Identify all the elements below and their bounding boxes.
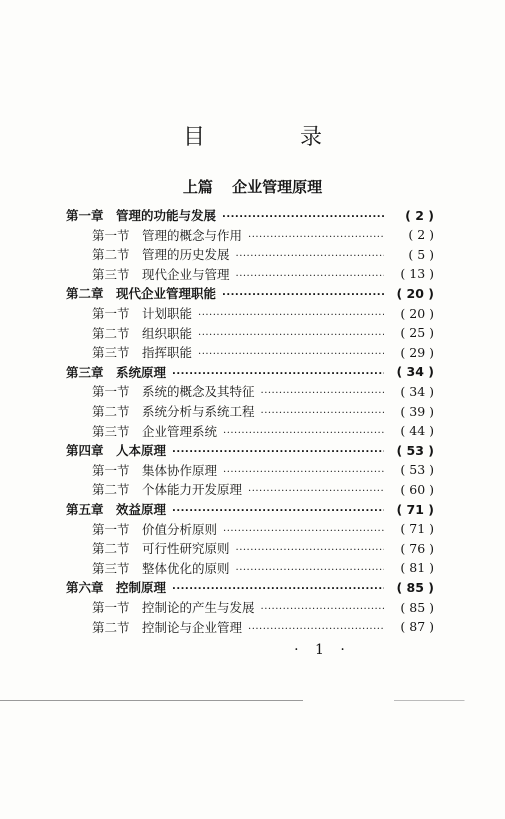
toc-entry-number: 第二章 (66, 286, 104, 302)
toc-entry-page: ( 53 ) (396, 442, 434, 458)
toc-entry-number: 第二节 (92, 325, 130, 341)
toc-section-row (92, 342, 434, 362)
toc-leader-dots (172, 577, 384, 597)
toc-section-row (92, 597, 434, 617)
toc-section-row (92, 401, 434, 421)
part-name: 企业管理原理 (232, 178, 323, 196)
page-title: 目 录 (183, 125, 366, 150)
toc-leader-dots (172, 362, 384, 382)
toc-entry-title: 整体优化的原则 (142, 560, 230, 576)
toc-entry-title: 管理的历史发展 (142, 247, 230, 263)
toc-entry-page: ( 25 ) (400, 325, 434, 341)
toc-section-row (92, 519, 434, 539)
toc-leader-dots (172, 499, 384, 519)
toc-entry-title: 个体能力开发原理 (142, 482, 243, 498)
toc-entry-number: 第二节 (92, 619, 130, 635)
toc-leader-dots (223, 460, 384, 480)
toc-entry-title: 集体协作原理 (142, 462, 218, 478)
toc-entry-title: 系统分析与系统工程 (142, 404, 255, 419)
toc-leader-dots (198, 323, 384, 343)
toc-entry-title: 计划职能 (142, 306, 193, 321)
toc-entry-number: 第一节 (92, 384, 130, 400)
toc-leader-dots (248, 225, 384, 245)
toc-entry-page: ( 76 ) (400, 540, 434, 556)
toc-entry-page: ( 34 ) (396, 364, 434, 380)
toc-entry-number: 第一节 (92, 227, 130, 243)
toc-entry-number: 第一节 (92, 600, 130, 615)
part-heading (0, 176, 505, 197)
toc-entry-number: 第二节 (92, 404, 130, 419)
toc-section-row (92, 460, 434, 480)
toc-entry-number: 第三节 (92, 560, 130, 576)
toc-entry-page: ( 44 ) (400, 423, 434, 439)
toc-section-row (92, 479, 434, 499)
toc-entry-title: 系统原理 (116, 364, 167, 380)
toc-entry-page: ( 29 ) (400, 344, 434, 360)
toc-entry-page: ( 34 ) (400, 383, 434, 399)
toc-entry-page: ( 20 ) (396, 285, 434, 301)
page-bottom-line (0, 700, 505, 701)
toc-leader-dots (198, 342, 384, 362)
toc-entry-number: 第一节 (92, 306, 130, 321)
toc-entry-number: 第二节 (92, 482, 130, 498)
toc-section-row (92, 381, 434, 401)
toc-leader-dots (236, 244, 384, 264)
toc-entry-title: 组织职能 (142, 325, 193, 341)
toc-entry-number: 第一章 (66, 208, 104, 223)
toc-entry-title: 管理的概念与作用 (142, 227, 243, 243)
toc-leader-dots (261, 381, 384, 401)
toc-chapter-row (66, 577, 434, 597)
toc-leader-dots (223, 421, 384, 441)
toc-section-row (92, 303, 434, 323)
toc-entry-number: 第三节 (92, 345, 130, 361)
toc-entry-title: 系统的概念及其特征 (142, 384, 255, 400)
toc-entry-page: ( 71 ) (400, 521, 434, 537)
toc-entry-number: 第四章 (66, 443, 104, 459)
toc-chapter-row (66, 440, 434, 460)
toc-entry-page: ( 60 ) (400, 481, 434, 497)
toc-leader-dots (248, 479, 384, 499)
toc-entry-number: 第三章 (66, 364, 104, 380)
toc-leader-dots (222, 205, 384, 225)
toc-leader-dots (198, 303, 384, 323)
toc-entry-page: ( 81 ) (400, 560, 434, 576)
toc-entry-number: 第二节 (92, 541, 130, 557)
toc-entry-number: 第五章 (66, 502, 104, 517)
toc-entry-page: ( 85 ) (400, 599, 434, 615)
toc-section-row (92, 421, 434, 441)
toc-leader-dots (223, 519, 384, 539)
toc-entry-page: ( 20 ) (400, 305, 434, 321)
toc-entry-page: ( 53 ) (400, 462, 434, 478)
toc-entry-page: ( 87 ) (400, 619, 434, 635)
toc-entry-title: 控制论与企业管理 (142, 619, 243, 635)
toc-leader-dots (261, 401, 384, 421)
toc-entry-number: 第二节 (92, 247, 130, 263)
part-label: 上篇 (182, 178, 213, 196)
toc-entry-page: ( 39 ) (400, 403, 434, 419)
toc-leader-dots (236, 264, 384, 284)
toc-section-row (92, 225, 434, 245)
toc-entry-number: 第一节 (92, 521, 130, 537)
toc-leader-dots (222, 283, 384, 303)
toc-entry-title: 价值分析原则 (142, 521, 218, 537)
toc-entry-title: 人本原理 (116, 443, 167, 459)
page-number: · 1 · (294, 642, 351, 658)
toc-entry-title: 控制论的产生与发展 (142, 600, 255, 615)
toc-chapter-row (66, 283, 434, 303)
toc-section-row (92, 323, 434, 343)
toc-entry-title: 管理的功能与发展 (116, 208, 217, 223)
toc-entry-page: ( 71 ) (396, 501, 434, 517)
toc-entry-title: 控制原理 (116, 580, 167, 596)
toc-entry-number: 第三节 (92, 423, 130, 439)
toc-entry-title: 可行性研究原则 (142, 541, 230, 557)
toc-entry-title: 现代企业与管理 (142, 266, 230, 282)
toc-section-row (92, 244, 434, 264)
toc-entry-title: 指挥职能 (142, 345, 193, 361)
toc-entry-page: ( 5 ) (408, 246, 434, 262)
toc-leader-dots (172, 440, 384, 460)
toc-leader-dots (236, 538, 384, 558)
toc-entry-page: ( 2 ) (408, 227, 434, 243)
toc-entry-title: 效益原理 (116, 502, 167, 517)
toc-entry-title: 现代企业管理职能 (116, 286, 217, 302)
toc-entry-number: 第六章 (66, 580, 104, 596)
toc-entry-title: 企业管理系统 (142, 423, 218, 439)
toc-entry-page: ( 85 ) (396, 579, 434, 595)
toc-chapter-row (66, 205, 434, 225)
toc-section-row (92, 264, 434, 284)
toc-leader-dots (248, 617, 384, 637)
toc-entry-number: 第一节 (92, 462, 130, 478)
toc-entry-page: ( 2 ) (405, 207, 434, 223)
toc-entry-number: 第三节 (92, 266, 130, 282)
toc-section-row (92, 558, 434, 578)
toc-entry-page: ( 13 ) (400, 266, 434, 282)
toc-leader-dots (236, 558, 384, 578)
toc-section-row (92, 538, 434, 558)
toc-leader-dots (261, 597, 384, 617)
toc-section-row (92, 617, 434, 637)
toc-chapter-row (66, 499, 434, 519)
toc-chapter-row (66, 362, 434, 382)
